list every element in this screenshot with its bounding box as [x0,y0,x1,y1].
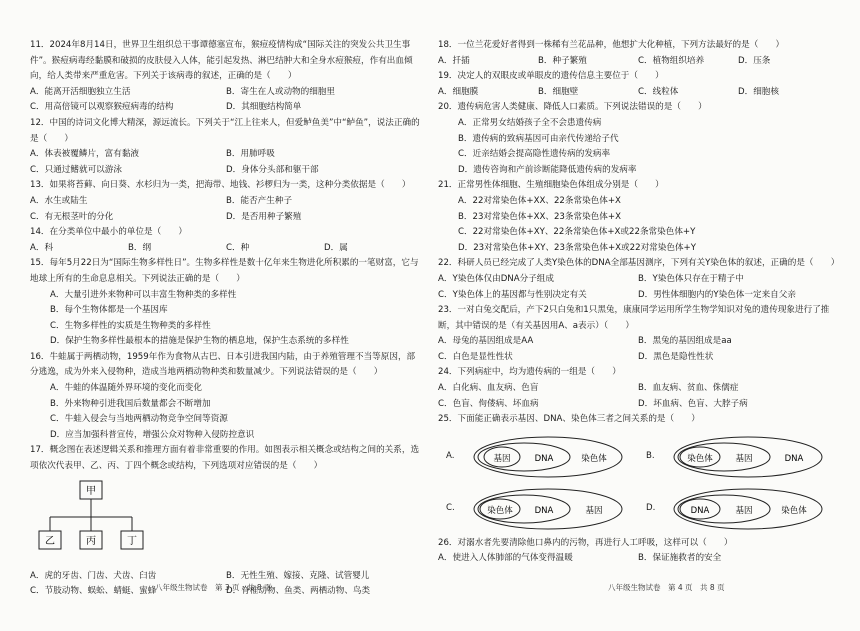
question-stem: 25．下面能正确表示基因、DNA、染色体三者之间关系的是（ ） [438,414,700,425]
chromosome-label: 染色体 [581,453,607,464]
exam-page-4 [430,0,860,631]
question-stem: 12．中国的诗词文化博大精深，源远流长。下列关于“江上往来人，但爱鲈鱼美”中“鲈鱼”，说法正确的是（ ） [30,117,420,144]
question-18 [438,38,838,69]
option-d-diagram [638,486,838,532]
option-c: C．节肢动物、蜈蚣、蜻蜓、蜜蜂 [30,586,157,597]
question-11 [30,38,422,116]
option-b: B．每个生物体都是一个基因库 [50,305,168,316]
option-c: C．用高倍镜可以观察猴痘病毒的结构 [30,102,174,113]
question-15 [30,256,422,350]
question-14 [30,225,422,256]
option-b: B．Y染色体只存在于精子中 [638,273,744,284]
option-d: D．身体分头部和躯干部 [226,164,319,175]
nested-ellipse-svg [668,486,828,532]
middle-ellipse [478,443,570,471]
option-d: D．细胞核 [738,86,779,97]
option-b-diagram [638,434,838,480]
option-b: B．黑兔的基因组成是aa [638,336,732,347]
option-b: B．用肺呼吸 [226,149,275,160]
question-stem: 19．决定人的双眼皮或单眼皮的遗传信息主要位于（ ） [438,71,664,82]
option-a: A．虎的牙齿、门齿、犬齿、臼齿 [30,570,157,581]
option-d: D．其细胞结构简单 [226,102,302,113]
option-a: A．水生或陆生 [30,195,88,206]
option-d: D．坏血病、色盲、大脖子病 [638,398,748,409]
option-d: D．脊椎动物、鱼类、两栖动物、鸟类 [226,586,371,597]
question-26 [438,536,838,567]
question-stem: 23．一对白兔交配后，产下2只白兔和1只黑兔，康康同学运用所学生物学知识对兔的遗传现象进行了推断，其中错误的是（有关基因用A、a表示）（ ） [438,305,830,331]
option-a: A．使进入人体肺部的气体变得温暖 [438,553,573,564]
option-c: C．近亲结婚会提高隐性遗传病的发病率 [458,149,611,160]
question-23 [438,303,838,365]
question-13 [30,178,422,225]
option-c: C．线粒体 [638,86,679,97]
nested-ellipse-svg [468,434,628,480]
chromosome-label: 染色体 [781,505,807,516]
question-stem: 21．正常男性体细胞、生殖细胞染色体组成分别是（ ） [438,180,664,191]
question-stem: 16．牛蛙属于两栖动物，1959年作为食物从古巴、日本引进我国内陆，由于养殖管理不当等原因，部分逃逸，成为外来入侵物种，造成当地两栖动物种类和数量减少。下列说法错误的是（ ） [30,351,416,378]
option-b: B．血友病、贫血、侏儒症 [638,383,739,394]
option-d: D．23对常染色体+XY、23条常染色体+X或22对常染色体+Y [458,242,696,253]
question-stem: 18．一位兰花爱好者得到一株稀有兰花品种，他想扩大化种植，下列方法最好的是（ ） [438,40,785,50]
chromosome-label: 染色体 [487,505,513,516]
option-c: C．白色是显性性状 [438,351,513,362]
question-25 [438,412,838,532]
page-footer: 八年级生物试卷 第 3 页 共 8 页 [155,583,272,592]
question-stem: 14．在分类单位中最小的单位是（ ） [30,227,188,238]
gene-label: 基因 [735,505,753,516]
option-a: A．扦插 [438,55,470,66]
option-a: A．能离开活细胞独立生活 [30,86,131,97]
question-stem: 17．概念图在表述逻辑关系和推理方面有着非常重要的作用。如图表示相关概念或结构之间的关系，选项依次代表甲、乙、丙、丁四个概念或结构，下列选项对应错误的是（ ） [30,445,420,472]
question-21 [438,178,838,256]
option-label: B. [646,451,655,462]
dna-label: DNA [534,453,554,464]
chromosome-label: 染色体 [687,453,713,464]
question-stem: 11．2024年8月14日，世界卫生组织总干事谭德塞宣布，猴痘疫情构成“国际关注的突发公共卫生事件”。猴痘病毒经黏膜和破损的皮肤侵入人体，能引起发热、淋巴结肿大和全身水痘猴痘，作有出血倾向，给人类带来严重危害。下列关于该病毒的叙述，正确的是（ ） [30,40,413,82]
page-footer: 八年级生物试卷 第 4 页 共 8 页 [608,583,725,592]
concept-label-yi: 乙 [45,535,55,547]
option-a-diagram [438,434,638,480]
gene-label: 基因 [585,505,603,516]
nested-ellipse-svg [468,486,628,532]
question-stem: 15．每年5月22日为“国际生物多样性日”。生物多样性是数十亿年来生物进化所积累的一笔财富，它与地球上所有的生命息息相关。下列说法正确的是（ ） [30,258,419,284]
option-c-diagram [438,486,638,532]
option-b: B．种子繁殖 [538,55,587,66]
option-a: A．22对常染色体+XX、22条常染色体+X [458,195,621,206]
option-c: C．只通过鳍就可以游泳 [30,164,122,175]
question-20 [438,100,838,178]
option-c: C．生物多样性的实质是生物种类的多样性 [50,320,211,331]
option-b: B．保证施救者的安全 [638,553,722,564]
option-label: C. [446,503,455,514]
option-b: B．能否产生种子 [226,195,293,206]
option-b: B．遗传病的致病基因可由亲代传递给子代 [458,133,619,144]
option-a: A．细胞膜 [438,86,479,97]
option-b: B．纲 [128,242,152,253]
concept-label-bing: 丙 [86,535,96,547]
option-b: B．细胞壁 [538,86,579,97]
option-d: D．是否用种子繁殖 [226,211,302,222]
option-c: C．牛蛙入侵会与当地两栖动物竞争空间等资源 [50,414,228,425]
right-column [438,38,838,567]
question-stem: 20．遗传病危害人类健康、降低人口素质。下列说法错误的是（ ） [438,102,707,113]
concept-label-jia: 甲 [86,485,96,497]
option-a: A．Y染色体仅由DNA分子组成 [438,273,554,284]
option-a: A．体表被覆鳞片，富有黏液 [30,149,140,160]
option-c: C．种 [226,242,250,253]
option-a: A．牛蛙的体温随外界环境的变化而变化 [50,383,202,394]
concept-map-svg [30,477,170,567]
option-d: D．男性体细胞内的Y染色体一定来自父亲 [638,289,796,300]
question-stem: 22．科研人员已经完成了人类Y染色体的DNA全部基因测序，下列有关Y染色体的叙述，正确的是（ ） [438,258,840,269]
option-d: D．压条 [738,55,771,66]
option-a: A．白化病、血友病、色盲 [438,383,539,394]
question-stem: 26．对溺水者先要清除他口鼻内的污物，再进行人工呼吸，这样可以（ ） [438,537,733,548]
gene-label: 基因 [735,453,753,464]
option-c: C．Y染色体上的基因都与性别决定有关 [438,289,587,300]
option-c: C．22对常染色体+XY、22条常染色体+X或22条常染色体+Y [458,227,696,238]
option-d: D．应当加强科普宣传，增强公众对物种入侵防控意识 [50,429,255,440]
option-c: C．色盲、佝偻病、坏血病 [438,398,539,409]
question-16 [30,350,422,444]
option-a: A．母兔的基因组成是AA [438,336,534,347]
dna-label: DNA [784,453,804,464]
nested-ellipse-svg [668,434,828,480]
option-label: D. [646,503,656,514]
gene-label: 基因 [493,453,511,464]
question-24 [438,365,838,412]
question-12 [30,116,422,178]
question-22 [438,256,838,303]
question-stem: 13．如果将苔藓、向日葵、水杉归为一类，把海带、地钱、衫椤归为一类，这种分类依据是（ ） [30,180,411,191]
option-b: B．无性生殖、嫁接、克隆、试管婴儿 [226,570,370,581]
option-b: B．寄生在人或动物的细胞里 [226,86,336,97]
concept-map-diagram [30,477,422,567]
option-c: C．有无根茎叶的分化 [30,211,114,222]
option-d: D．黑色是隐性性状 [638,351,714,362]
question-19 [438,69,838,100]
option-label: A. [446,451,455,462]
option-d: D．属 [324,242,348,253]
question-17 [30,443,422,599]
question-stem: 24．下列病症中，均为遗传病的一组是（ ） [438,367,621,378]
option-d: D．遗传咨询和产前诊断能降低遗传病的发病率 [458,164,637,175]
option-c: C．植物组织培养 [638,55,705,66]
concept-label-ding: 丁 [127,535,137,547]
option-a: A．大量引进外来物种可以丰富生物种类的多样性 [50,289,237,300]
option-a: A．正常男女结婚孩子全不会患遗传病 [458,117,602,128]
left-column [30,38,422,600]
dna-label: DNA [690,505,710,516]
option-d: D．保护生物多样性最根本的措施是保护生物的栖息地，保护生态系统的多样性 [50,336,349,347]
option-b: B．外来物种引进我国后数量都会不断增加 [50,398,211,409]
option-b: B．23对常染色体+XX、23条常染色体+X [458,211,621,222]
option-a: A．科 [30,242,54,253]
dna-label: DNA [534,505,554,516]
